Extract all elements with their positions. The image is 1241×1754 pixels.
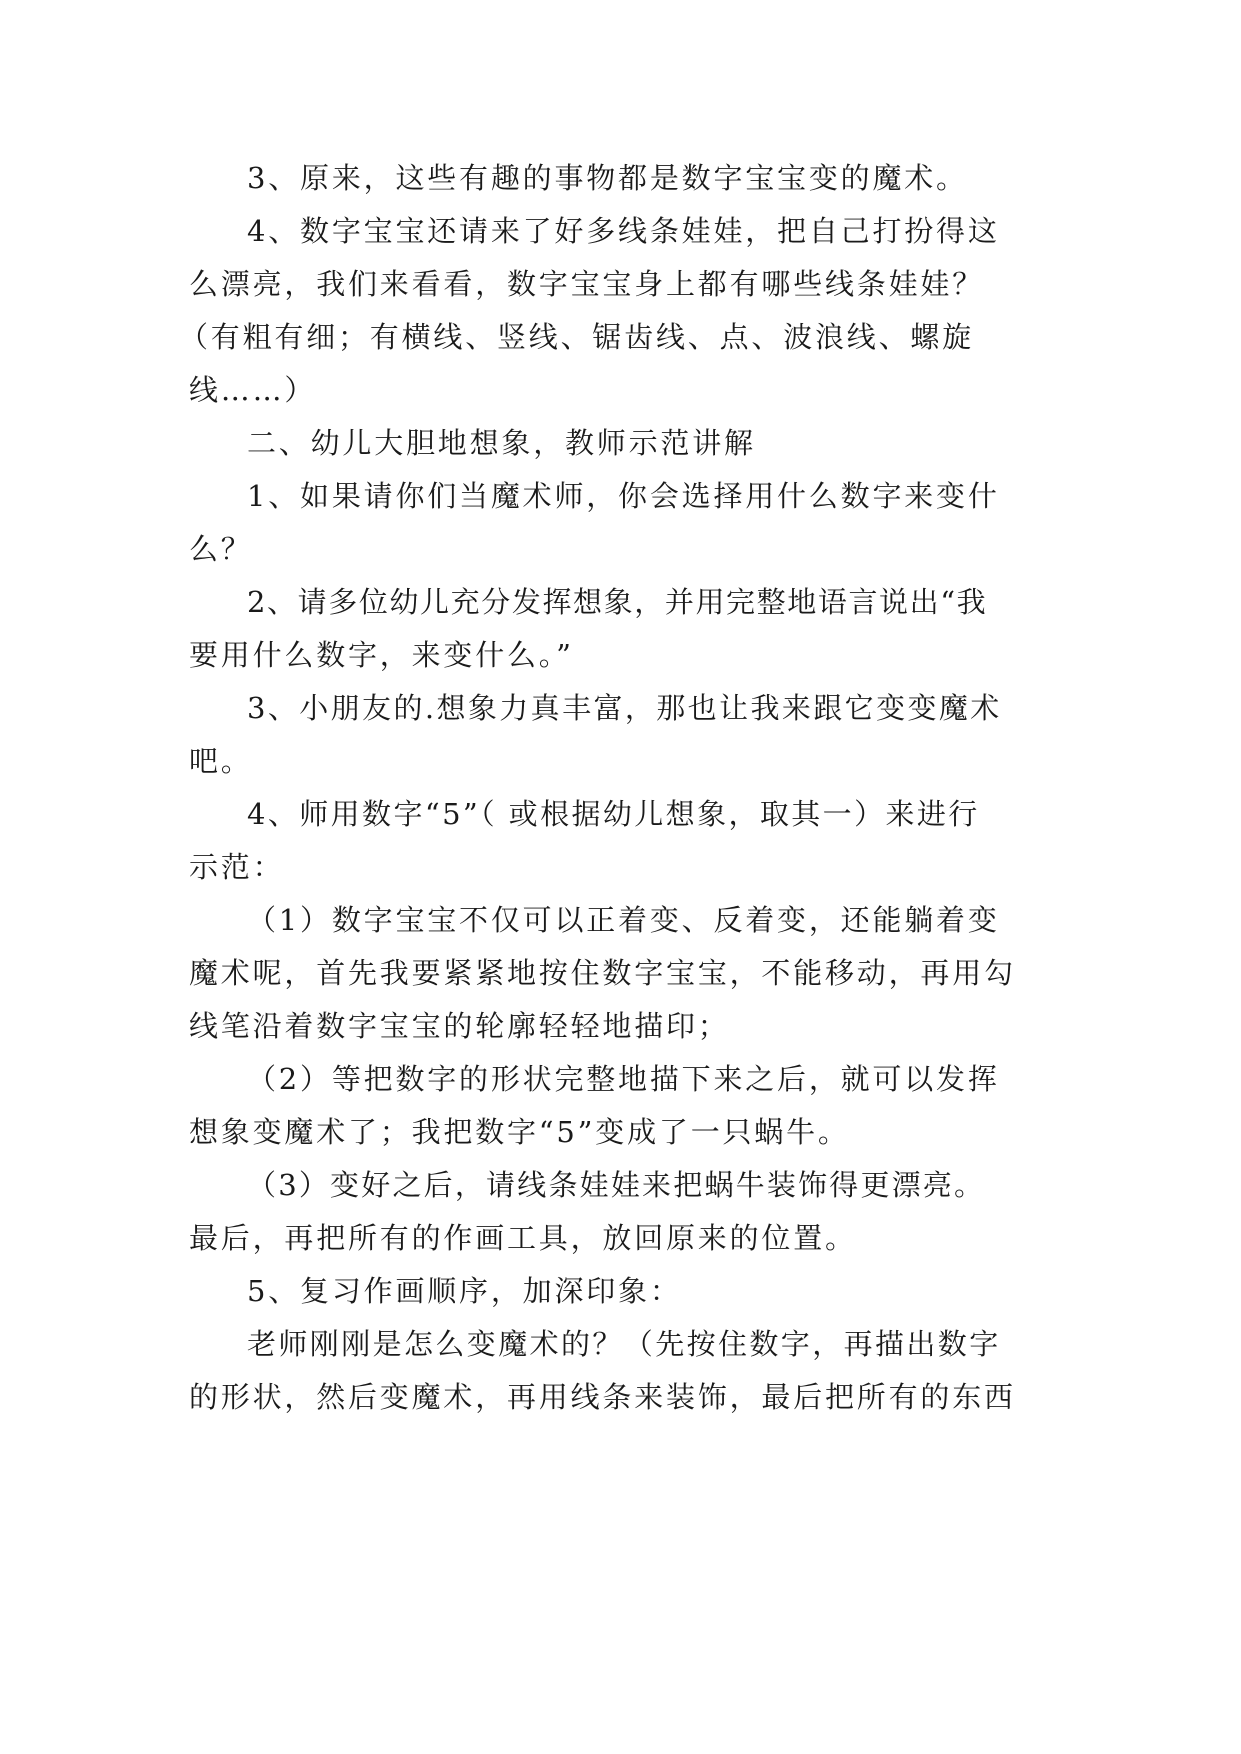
section-heading: 二、幼儿大胆地想象，教师示范讲解: [247, 426, 756, 460]
paragraph-line: 4、数字宝宝还请来了好多线条娃娃，把自己打扮得这: [247, 214, 1000, 248]
paragraph-line: （有粗有细；有横线、竖线、锯齿线、点、波浪线、螺旋: [179, 320, 975, 354]
paragraph-line: 要用什么数字，来变什么。”: [189, 638, 574, 672]
paragraph-line: 吧。: [189, 744, 253, 778]
paragraph-line: 3、原来，这些有趣的事物都是数字宝宝变的魔术。: [247, 161, 968, 195]
paragraph-line: 1、如果请你们当魔术师，你会选择用什么数字来变什: [247, 479, 1000, 513]
paragraph-line: 魔术呢，首先我要紧紧地按住数字宝宝，不能移动，再用勾: [189, 956, 1016, 990]
paragraph-line: 5、复习作画顺序，加深印象：: [247, 1274, 682, 1308]
paragraph-line: 线……）: [189, 373, 317, 407]
paragraph-line: 最后，再把所有的作画工具，放回原来的位置。: [189, 1221, 857, 1255]
paragraph-line: 的形状，然后变魔术，再用线条来装饰，最后把所有的东西: [189, 1380, 1016, 1414]
paragraph-line: 示范：: [189, 850, 285, 884]
paragraph-line: 4、师用数字“5”（ 或根据幼儿想象，取其一）来进行: [247, 797, 980, 831]
paragraph-line: 2、请多位幼儿充分发挥想象，并用完整地语言说出“我: [247, 585, 988, 619]
paragraph-line: 3、小朋友的.想象力真丰富，那也让我来跟它变变魔术: [247, 691, 1002, 725]
paragraph-line: 么漂亮，我们来看看，数字宝宝身上都有哪些线条娃娃？: [189, 267, 985, 301]
paragraph-line: （1）数字宝宝不仅可以正着变、反着变，还能躺着变: [247, 903, 1000, 937]
paragraph-line: 老师刚刚是怎么变魔术的？（先按住数字，再描出数字: [247, 1327, 1001, 1361]
paragraph-line: 线笔沿着数字宝宝的轮廓轻轻地描印；: [189, 1009, 730, 1043]
paragraph-line: （3）变好之后，请线条娃娃来把蜗牛装饰得更漂亮。: [247, 1168, 986, 1202]
paragraph-line: 想象变魔术了；我把数字“5”变成了一只蜗牛。: [189, 1115, 850, 1149]
paragraph-line: （2）等把数字的形状完整地描下来之后，就可以发挥: [247, 1062, 1000, 1096]
paragraph-line: 么？: [189, 532, 253, 566]
